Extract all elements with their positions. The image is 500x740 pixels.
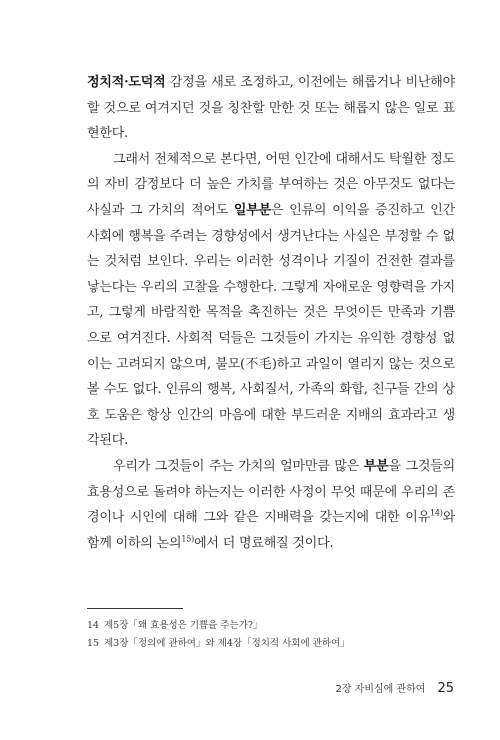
footnote-number: 14 — [87, 620, 100, 631]
footnote-ref-14[interactable]: 14) — [429, 508, 443, 518]
footnote-text: 제5장「왜 효용성은 기쁨을 주는가?」 — [104, 620, 263, 631]
paragraph-3 — [87, 454, 455, 556]
paragraph-2-text-c: 은 인류의 이익을 증진하고 인간 사회에 행복을 주려는 경향성에서 생겨난다는 사실은 부정할 수 없는 것처럼 보인다. 우리는 이러한 성격이나 기질이 건전한 결과를 낳는다는 우리의 고찰을 수행한다. 그렇게 자애로운 영향력을 가지고, 그렇게 바람직한 목적을 촉진하는 것은 무엇이든 만족과 기쁨으로 여겨진다. 사회적 덕들은 그것들이 가지는 유익한 경향성 없이는 고려되지 않으며, 불모(不毛)하고 과일이 열리지 않는 것으로 볼 수도 없다. 인류의 행복, 사회질서, 가족의 화합, 친구들 간의 상호 도움은 항상 인간의 마음에 대한 부드러운 지배의 효과라고 생각된다. — [87, 202, 455, 449]
paragraph-1-text: 감정을 새로 조정하고, 이전에는 해롭거나 비난해야 할 것으로 여겨지던 것을 칭찬할 만한 것 또는 해롭지 않은 일로 표현한다. — [87, 75, 455, 142]
running-footer — [335, 680, 454, 700]
footnote-15 — [87, 635, 457, 653]
footnote-14 — [87, 617, 457, 635]
paragraph-2-text-a: 그래서 전체적으로 본다면, 어떤 인간에 대해서도 탁월한 정도의 자비 감정보다 더 높은 가치를 부여하는 것은 아무것도 없다는 사실과 그 가치의 적어도 — [87, 151, 455, 218]
emphasis-portion: 부분 — [363, 458, 389, 474]
paragraph-3-text-d: 와 함께 이하의 논의 — [87, 510, 455, 551]
footnote-divider — [87, 608, 183, 609]
footnote-number: 15 — [87, 638, 100, 649]
paragraph-1 — [87, 70, 455, 147]
body-text — [87, 70, 455, 556]
paragraph-3-text-a: 우리가 그것들이 주는 가치의 얼마만큼 많은 — [113, 458, 364, 474]
paragraph-2 — [87, 147, 455, 454]
page-number: 25 — [437, 681, 454, 696]
emphasis-part: 일부분 — [233, 202, 271, 218]
footnotes — [87, 617, 457, 653]
footnote-text: 제3장「정의에 관하여」와 제4장「정치적 사회에 관하여」 — [104, 638, 350, 649]
emphasis-political-moral: 정치적·도덕적 — [87, 75, 166, 90]
footnote-ref-15[interactable]: 15) — [181, 534, 195, 544]
chapter-title: 2장 자비심에 관하여 — [335, 684, 426, 695]
paragraph-3-text-e: 에서 더 명료해질 것이다. — [194, 535, 334, 551]
paragraph-3-text-c: 을 그것들의 효용성으로 돌려야 하는지는 이러한 사정이 무엇 때문에 우리의 존경이나 시인에 대해 그와 같은 지배력을 갖는지에 대한 이유 — [87, 458, 455, 526]
